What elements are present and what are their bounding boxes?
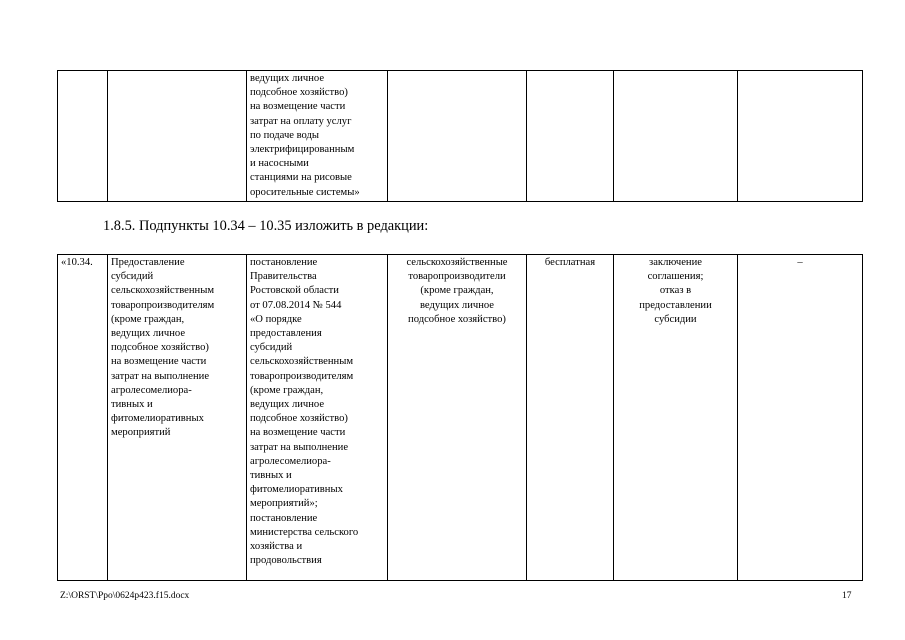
cell-extra xyxy=(738,71,863,202)
text-line: постановление xyxy=(250,512,318,524)
item-number: «10.34. xyxy=(61,257,93,268)
text-line: товаропроизводители xyxy=(408,271,506,283)
text-line: предоставления xyxy=(250,328,322,340)
payment-value: бесплатная xyxy=(544,257,596,268)
cell-number xyxy=(58,255,108,581)
text-line: затрат на выполнение xyxy=(111,370,210,382)
cell-payment xyxy=(527,255,614,581)
text-line: сельскохозяйственным xyxy=(250,356,354,368)
text-line: агролесомелиора- xyxy=(111,384,192,396)
text-line: по подаче воды xyxy=(250,129,320,141)
text-line: заключение xyxy=(649,257,702,268)
text-line: отказ в xyxy=(659,285,692,297)
text-line: и насосными xyxy=(250,158,309,170)
text-line: станциями на рисовые xyxy=(250,172,352,184)
text-line: Ростовской области xyxy=(250,285,339,297)
cell-service-name xyxy=(108,255,247,581)
text-line: затрат на оплату услуг xyxy=(250,115,352,127)
text-line: на возмещение части xyxy=(250,101,346,113)
text-line: товаропроизводителям xyxy=(111,299,215,311)
text-line: подсобное хозяйство) xyxy=(111,342,209,354)
footer-file-path: Z:\ORST\Ppo\0624p423.f15.docx xyxy=(60,591,190,601)
text-line: сельскохозяйственные xyxy=(406,257,508,268)
cell-result xyxy=(614,255,738,581)
table-row xyxy=(58,255,863,581)
text-line: министерства сельского xyxy=(250,526,359,538)
text-line: субсидии xyxy=(654,313,697,325)
text-line: мероприятий xyxy=(111,427,171,439)
text-line: электрифицированным xyxy=(250,144,355,156)
cell-number xyxy=(58,71,108,202)
cell-legal-basis xyxy=(247,255,388,581)
text-line: предоставлении xyxy=(639,299,712,311)
text-line: подсобное хозяйство) xyxy=(250,87,348,99)
page-number: 17 xyxy=(842,591,852,601)
text-line: продовольствия xyxy=(250,555,322,567)
text-line: от 07.08.2014 № 544 xyxy=(250,299,342,311)
text-line: ведущих личное xyxy=(111,328,186,340)
text-line: Предоставление xyxy=(111,257,185,268)
text-line: ведущих личное xyxy=(419,299,495,311)
text-line: субсидий xyxy=(111,271,154,283)
text-line: (кроме граждан, xyxy=(250,384,324,396)
service-table xyxy=(57,254,863,581)
cell-legal-basis xyxy=(247,71,388,202)
table-row xyxy=(58,71,863,202)
text-line: постановление xyxy=(250,257,318,268)
cell-payment xyxy=(527,71,614,202)
text-line: затрат на выполнение xyxy=(250,441,349,453)
text-line: подсобное хозяйство) xyxy=(250,413,348,425)
text-line: на возмещение части xyxy=(250,427,346,439)
text-line: Правительства xyxy=(250,271,317,283)
text-line: оросительные системы» xyxy=(250,186,360,198)
cell-recipients xyxy=(388,255,527,581)
text-line: мероприятий»; xyxy=(250,498,318,510)
dash-value: – xyxy=(797,257,803,268)
text-line: субсидий xyxy=(250,342,293,354)
text-line: тивных и xyxy=(250,470,292,482)
text-line: ведущих личное xyxy=(250,399,325,411)
cell-result xyxy=(614,71,738,202)
text-line: соглашения; xyxy=(647,271,704,283)
text-line: на возмещение части xyxy=(111,356,207,368)
text-line: хозяйства и xyxy=(250,541,303,553)
text-line: ведущих личное xyxy=(250,73,325,84)
text-line: товаропроизводителям xyxy=(250,370,354,382)
text-line: фитомелиоративных xyxy=(250,484,343,496)
service-table-continued xyxy=(57,70,863,202)
text-line: (кроме граждан, xyxy=(420,285,494,297)
text-line: «О порядке xyxy=(250,313,302,325)
text-line: фитомелиоративных xyxy=(111,413,204,425)
cell-service-name xyxy=(108,71,247,202)
section-heading: 1.8.5. Подпункты 10.34 – 10.35 изложить в редакции: xyxy=(103,218,429,234)
text-line: (кроме граждан, xyxy=(111,313,185,325)
cell-extra xyxy=(738,255,863,581)
text-line: агролесомелиора- xyxy=(250,455,331,467)
text-line: сельскохозяйственным xyxy=(111,285,215,297)
cell-recipients xyxy=(388,71,527,202)
text-line: тивных и xyxy=(111,399,153,411)
text-line: подсобное хозяйство) xyxy=(408,313,506,325)
